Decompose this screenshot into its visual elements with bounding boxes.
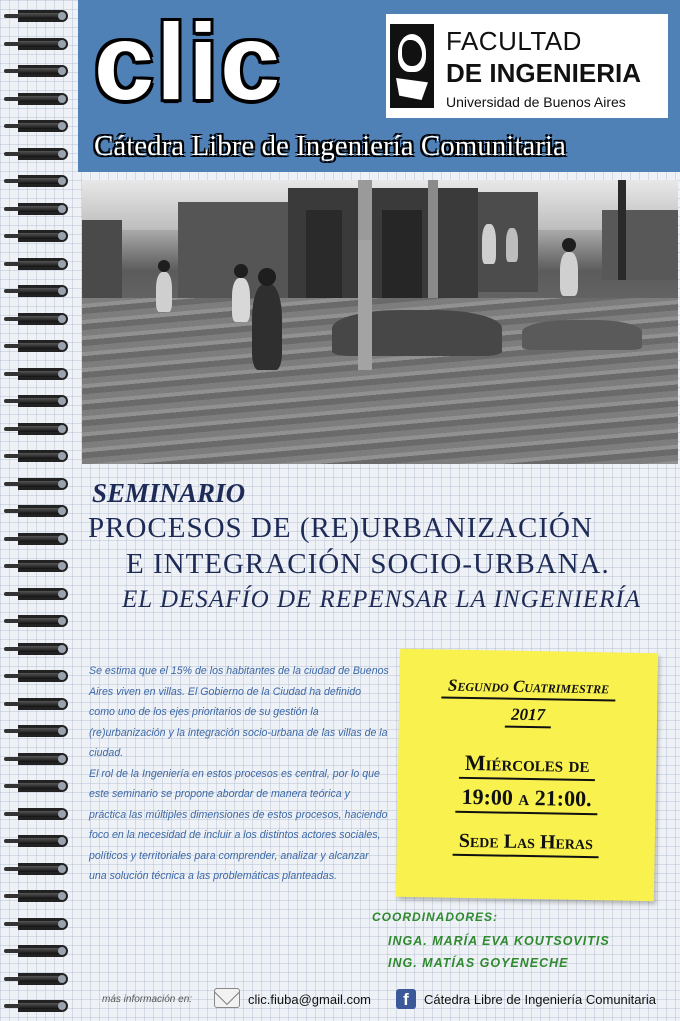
title-line2: E INTEGRACIÓN SOCIO-URBANA.: [126, 548, 610, 580]
coordinators-title: COORDINADORES:: [372, 910, 499, 924]
binding-hole: [58, 342, 66, 350]
binding-hole: [58, 837, 66, 845]
more-info-label: más información en:: [102, 994, 193, 1005]
description-paragraph-2: El rol de la Ingeniería en estos procesos es central, por lo que este seminario se propone abordar de manera teórica y práctica las múltiples dimensiones de estos procesos, haciendo foco en la necesidad de incluir a los distintos actores sociales, políticos y territoriales para comprender, analizar y alcanzar una solución técnica a las problemáticas planteadas.: [89, 767, 388, 882]
binding-hole: [58, 177, 66, 185]
binding-hole: [58, 425, 66, 433]
description-paragraph-1: Se estima que el 15% de los habitantes de la ciudad de Buenos Aires viven en villas. El Gobierno de la Ciudad ha definido como uno de los ejes prioritarios de su gestión la (re)urbanización y la integración socio-urbana de las villas de la ciudad.: [89, 665, 389, 759]
seminar-description: [89, 661, 389, 887]
binding-hole: [58, 975, 66, 983]
header-banner: [78, 0, 680, 172]
binding-hole: [58, 562, 66, 570]
binding-hole: [58, 232, 66, 240]
binding-hole: [58, 755, 66, 763]
binding-hole: [58, 947, 66, 955]
title-line1: PROCESOS DE (RE)URBANIZACIÓN: [88, 512, 593, 544]
note-year: 2017: [505, 705, 551, 729]
seminario-label: SEMINARIO: [92, 478, 246, 508]
binding-hole: [58, 590, 66, 598]
binding-hole: [58, 617, 66, 625]
mail-icon: [214, 988, 240, 1008]
spiral-binding: [0, 0, 70, 1021]
binding-hole: [58, 865, 66, 873]
binding-hole: [58, 782, 66, 790]
binding-hole: [58, 12, 66, 20]
binding-hole: [58, 452, 66, 460]
facultad-emblem-icon: [390, 24, 434, 108]
contact-email[interactable]: clic.fiuba@gmail.com: [248, 992, 372, 1007]
binding-hole: [58, 95, 66, 103]
binding-hole: [58, 920, 66, 928]
schedule-sticky-note: [396, 649, 658, 901]
binding-hole: [58, 260, 66, 268]
binding-hole: [58, 287, 66, 295]
title-line3: EL DESAFÍO DE REPENSAR LA INGENIERÍA: [122, 586, 642, 613]
binding-hole: [58, 892, 66, 900]
facultad-line3: Universidad de Buenos Aires: [446, 94, 626, 110]
binding-hole: [58, 397, 66, 405]
facebook-icon: f: [396, 989, 416, 1009]
binding-hole: [58, 645, 66, 653]
binding-hole: [58, 1002, 66, 1010]
binding-hole: [58, 205, 66, 213]
contact-footer: [102, 986, 672, 1014]
binding-hole: [58, 810, 66, 818]
coordinator-2: ING. MATÍAS GOYENECHE: [388, 956, 569, 970]
binding-hole: [58, 727, 66, 735]
binding-hole: [58, 67, 66, 75]
facebook-page-link[interactable]: Cátedra Libre de Ingeniería Comunitaria: [424, 992, 656, 1007]
binding-hole: [58, 122, 66, 130]
facultad-line2: DE INGENIERIA: [446, 58, 642, 88]
binding-hole: [58, 535, 66, 543]
binding-hole: [58, 507, 66, 515]
note-venue: Sede Las Heras: [453, 830, 599, 859]
facultad-line1: FACULTAD: [446, 26, 582, 56]
flood-photo: [82, 180, 678, 464]
note-day: Miércoles de: [459, 750, 596, 781]
binding-hole: [58, 315, 66, 323]
facultad-logo: [386, 14, 668, 118]
binding-hole: [58, 480, 66, 488]
coordinator-1: INGA. MARÍA EVA KOUTSOVITIS: [388, 934, 610, 948]
binding-hole: [58, 150, 66, 158]
binding-hole: [58, 672, 66, 680]
note-time: 19:00 a 21:00.: [455, 784, 597, 815]
binding-hole: [58, 40, 66, 48]
note-semester: Segundo Cuatrimestre: [442, 676, 615, 702]
catedra-title: Cátedra Libre de Ingeniería Comunitaria: [94, 130, 566, 162]
binding-hole: [58, 700, 66, 708]
binding-hole: [58, 370, 66, 378]
clic-logo: clic: [94, 1, 283, 122]
